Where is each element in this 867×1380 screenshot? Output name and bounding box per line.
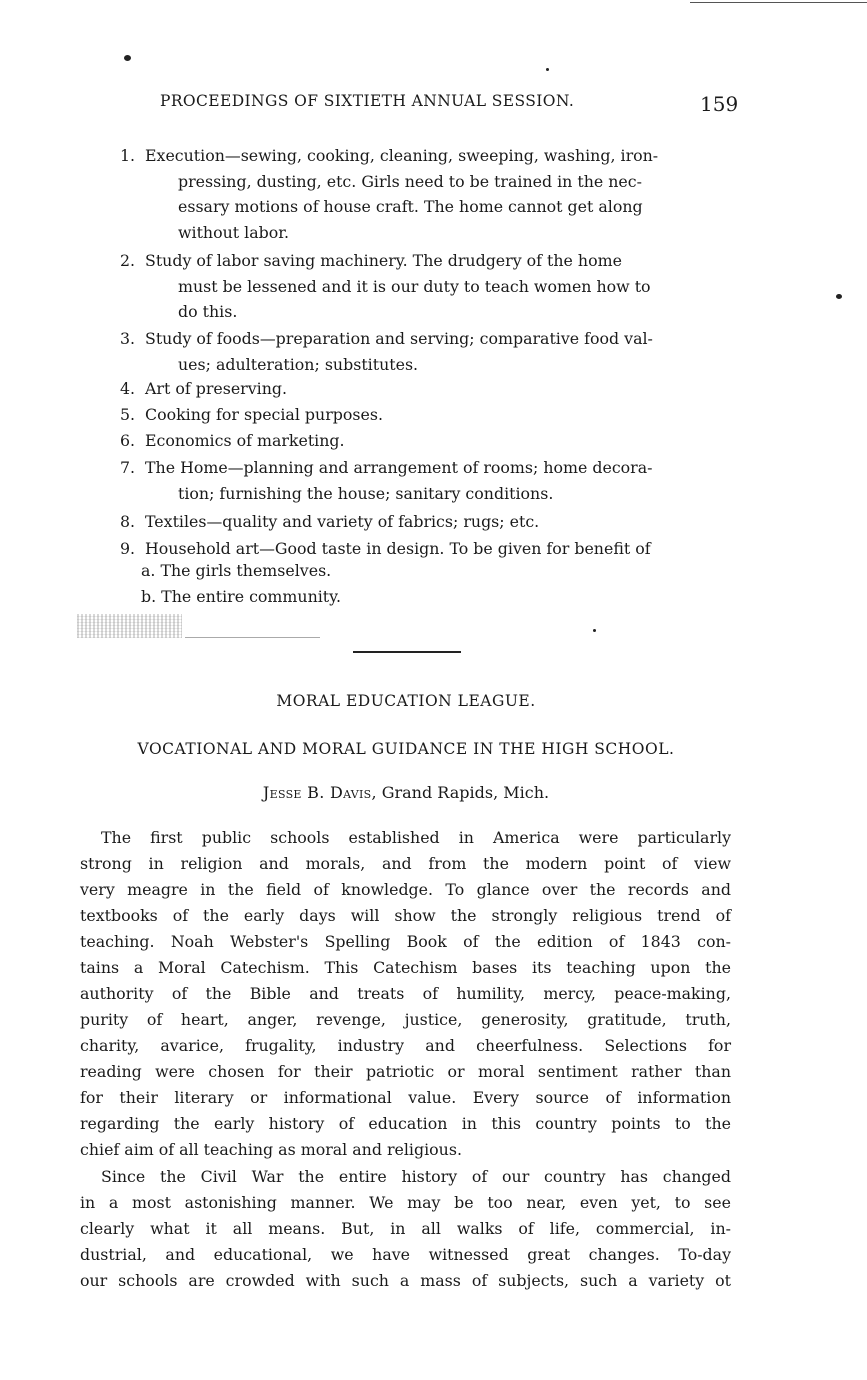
- list-line: Study of foods—preparation and serving; comparative food val-: [145, 329, 653, 348]
- ink-speck: [836, 294, 842, 299]
- paragraph-line: textbooks of the early days will show the strongly religious trend of: [80, 906, 731, 925]
- list-item: [120, 248, 734, 325]
- list-number: 4.: [120, 379, 136, 398]
- list-number: 5.: [120, 405, 136, 424]
- list-number: 2.: [120, 251, 136, 270]
- list-item: [120, 536, 734, 562]
- list-item: [120, 143, 734, 245]
- list-line: Art of preserving.: [145, 379, 288, 398]
- paragraph-line: very meagre in the field of knowledge. To glance over the records and: [80, 880, 731, 899]
- list-line: Economics of marketing.: [145, 431, 345, 450]
- list-line: Household art—Good taste in design. To be given for benefit of: [145, 539, 651, 558]
- paragraph-line: strong in religion and morals, and from the modern point of view: [80, 854, 731, 873]
- paragraph-line: regarding the early history of education in this country points to the: [80, 1114, 731, 1133]
- paragraph-line: dustrial, and educational, we have witnessed great changes. To-day: [80, 1245, 731, 1264]
- article-title: VOCATIONAL AND MORAL GUIDANCE IN THE HIGH SCHOOL.: [137, 740, 675, 758]
- author-name: Jesse B. Davis: [262, 783, 372, 802]
- paragraph-line: chief aim of all teaching as moral and religious.: [80, 1140, 462, 1159]
- list-line: tion; furnishing the house; sanitary conditions.: [178, 483, 554, 503]
- list-line: essary motions of house craft. The home cannot get along: [178, 197, 643, 217]
- list-number: 9.: [120, 539, 136, 558]
- list-line: do this.: [178, 302, 238, 322]
- ink-speck: [593, 629, 596, 632]
- list-line: without labor.: [178, 222, 290, 242]
- list-item: [120, 326, 734, 377]
- list-line: Execution—sewing, cooking, cleaning, sweeping, washing, iron-: [145, 146, 659, 165]
- ink-speck: [124, 55, 131, 61]
- paragraph-line: Since the Civil War the entire history of our country has changed: [101, 1167, 731, 1186]
- list-line: must be lessened and it is our duty to teach women how to: [178, 276, 651, 296]
- page-number: 159: [700, 92, 739, 116]
- paragraph-line: in a most astonishing manner. We may be too near, even yet, to see: [80, 1193, 731, 1212]
- author-place: , Grand Rapids, Mich.: [371, 783, 550, 802]
- list-line: Textiles—quality and variety of fabrics; rugs; etc.: [145, 512, 540, 531]
- list-number: 1.: [120, 146, 136, 165]
- running-head: PROCEEDINGS OF SIXTIETH ANNUAL SESSION.: [160, 92, 575, 110]
- list-line: Cooking for special purposes.: [145, 405, 383, 424]
- paragraph-line: reading were chosen for their patriotic or moral sentiment rather than: [80, 1062, 731, 1081]
- ink-speck: [546, 68, 549, 71]
- paragraph-line: clearly what it all means. But, in all walks of life, commercial, in-: [80, 1219, 731, 1238]
- list-item: [120, 402, 734, 428]
- sub-list-item: b. The entire community.: [141, 587, 341, 606]
- list-item: [120, 455, 734, 506]
- list-line: The Home—planning and arrangement of rooms; home decora-: [145, 458, 653, 477]
- list-item: [120, 509, 734, 535]
- author-line: [0, 783, 812, 802]
- paragraph-line: tains a Moral Catechism. This Catechism bases its teaching upon the: [80, 958, 731, 977]
- list-number: 7.: [120, 458, 136, 477]
- list-line: ues; adulteration; substitutes.: [178, 354, 419, 374]
- paragraph-line: charity, avarice, frugality, industry and cheerfulness. Selections for: [80, 1036, 731, 1055]
- list-item: [120, 376, 734, 402]
- print-smudge: [77, 614, 182, 638]
- league-heading: MORAL EDUCATION LEAGUE.: [276, 692, 536, 710]
- paragraph-line: our schools are crowded with such a mass of subjects, such a variety ot: [80, 1271, 731, 1290]
- list-line: Study of labor saving machinery. The drudgery of the home: [145, 251, 622, 270]
- list-number: 6.: [120, 431, 136, 450]
- paragraph-line: purity of heart, anger, revenge, justice, generosity, gratitude, truth,: [80, 1010, 731, 1029]
- paragraph-line: for their literary or informational value. Every source of information: [80, 1088, 731, 1107]
- paragraph-line: teaching. Noah Webster's Spelling Book of the edition of 1843 con-: [80, 932, 731, 951]
- list-number: 3.: [120, 329, 136, 348]
- list-item: [120, 428, 734, 454]
- list-number: 8.: [120, 512, 136, 531]
- faint-rule: [185, 637, 320, 638]
- list-line: pressing, dusting, etc. Girls need to be trained in the nec-: [178, 171, 642, 191]
- section-divider: [353, 651, 461, 653]
- sub-list-item: a. The girls themselves.: [141, 561, 332, 580]
- paragraph-line: The first public schools established in America were particularly: [101, 828, 731, 847]
- paragraph-line: authority of the Bible and treats of humility, mercy, peace-making,: [80, 984, 731, 1003]
- scan-edge-line: [690, 2, 867, 3]
